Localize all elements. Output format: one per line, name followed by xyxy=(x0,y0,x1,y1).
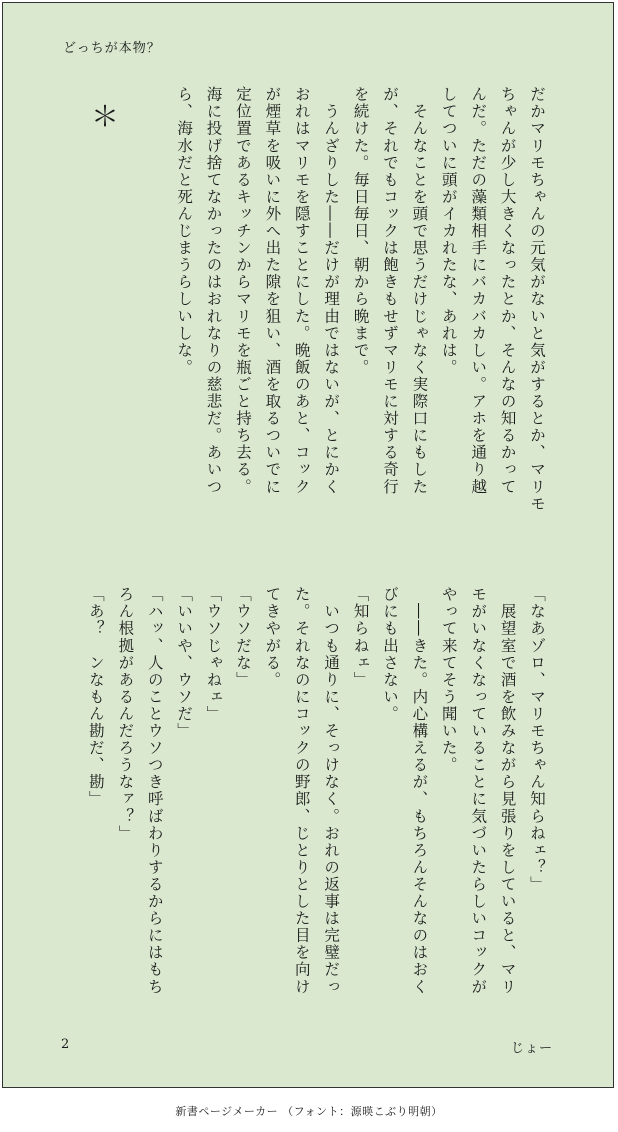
author-name: じょー xyxy=(510,1041,553,1056)
text-column: そんなことを頭で思うだけじゃなく実際口にもした xyxy=(410,86,429,496)
text-column: が、それでもコックは飽きもせずマリモに対する奇行 xyxy=(380,86,399,496)
text-column: びにも出さない。 xyxy=(380,586,399,723)
page-number: 2 xyxy=(61,1037,70,1052)
text-column: を続けた。毎日毎日、朝から晩まで。 xyxy=(351,86,370,376)
text-column: 「あ？ ンなもん勘だ、勘」 xyxy=(86,586,105,808)
top-text-block xyxy=(169,86,551,526)
text-column: 展望室で酒を飲みながら見張りをしていると、マリ xyxy=(498,586,517,996)
generator-caption: 新書ページメーカー （フォント：源暎こぶり明朝） xyxy=(175,1105,443,1118)
text-column: モがいなくなっていることに気づいたらしいコックが xyxy=(469,586,488,996)
section-break-asterisk: ＊ xyxy=(91,100,120,133)
text-column: 定位置であるキッチンからマリモを瓶ごと持ち去る。 xyxy=(233,86,252,496)
text-column: ちゃんが少し大きくなったとか、そんなの知るかって xyxy=(498,86,517,496)
text-column: 海に投げ捨てなかったのはおれなりの慈悲だ。あいつ xyxy=(204,86,223,496)
text-column: てきやがる。 xyxy=(263,586,282,689)
text-column: やって来てそう聞いた。 xyxy=(439,586,458,774)
text-column: が煙草を吸いに外へ出た隙を狙い、酒を取るついでに xyxy=(263,86,282,496)
text-column: いつも通りに、そっけなく。おれの返事は完璧だっ xyxy=(322,586,341,996)
text-column: 「いいや、ウソだ」 xyxy=(175,586,194,740)
text-column: うんざりした――だけが理由ではないが、とにかく xyxy=(322,86,341,496)
text-column: ――きた。内心構えるが、もちろんそんなのはおく xyxy=(410,586,429,996)
text-column: 「ウソだな」 xyxy=(233,586,252,689)
text-column: ろん根拠があるんだろうなァ？」 xyxy=(116,586,135,842)
text-column: 「ウソじゃねェ」 xyxy=(204,586,223,723)
text-column: してついに頭がイカれたな、あれは。 xyxy=(439,86,458,376)
text-column: だかマリモちゃんの元気がないと気がするとか、マリモ xyxy=(528,86,546,513)
text-column: んだ。ただの藻類相手にバカバカしい。アホを通り越 xyxy=(469,86,488,496)
text-column: おれはマリモを隠すことにした。晩飯のあと、コック xyxy=(292,86,311,496)
book-page xyxy=(2,2,614,1088)
text-column: ら、海水だと死んじまうらしいしな。 xyxy=(175,86,194,376)
text-column: 「なあゾロ、マリモちゃん知らねェ？」 xyxy=(528,586,546,893)
text-column: た。それなのにコックの野郎、じとりとした目を向け xyxy=(292,586,311,996)
text-column: 「知らねェ」 xyxy=(351,586,370,689)
bottom-text-block xyxy=(81,586,552,1026)
text-column: 「ハッ、人のことウソつき呼ばわりするからにはもち xyxy=(145,586,164,996)
running-title: どっちが本物？ xyxy=(63,41,161,56)
